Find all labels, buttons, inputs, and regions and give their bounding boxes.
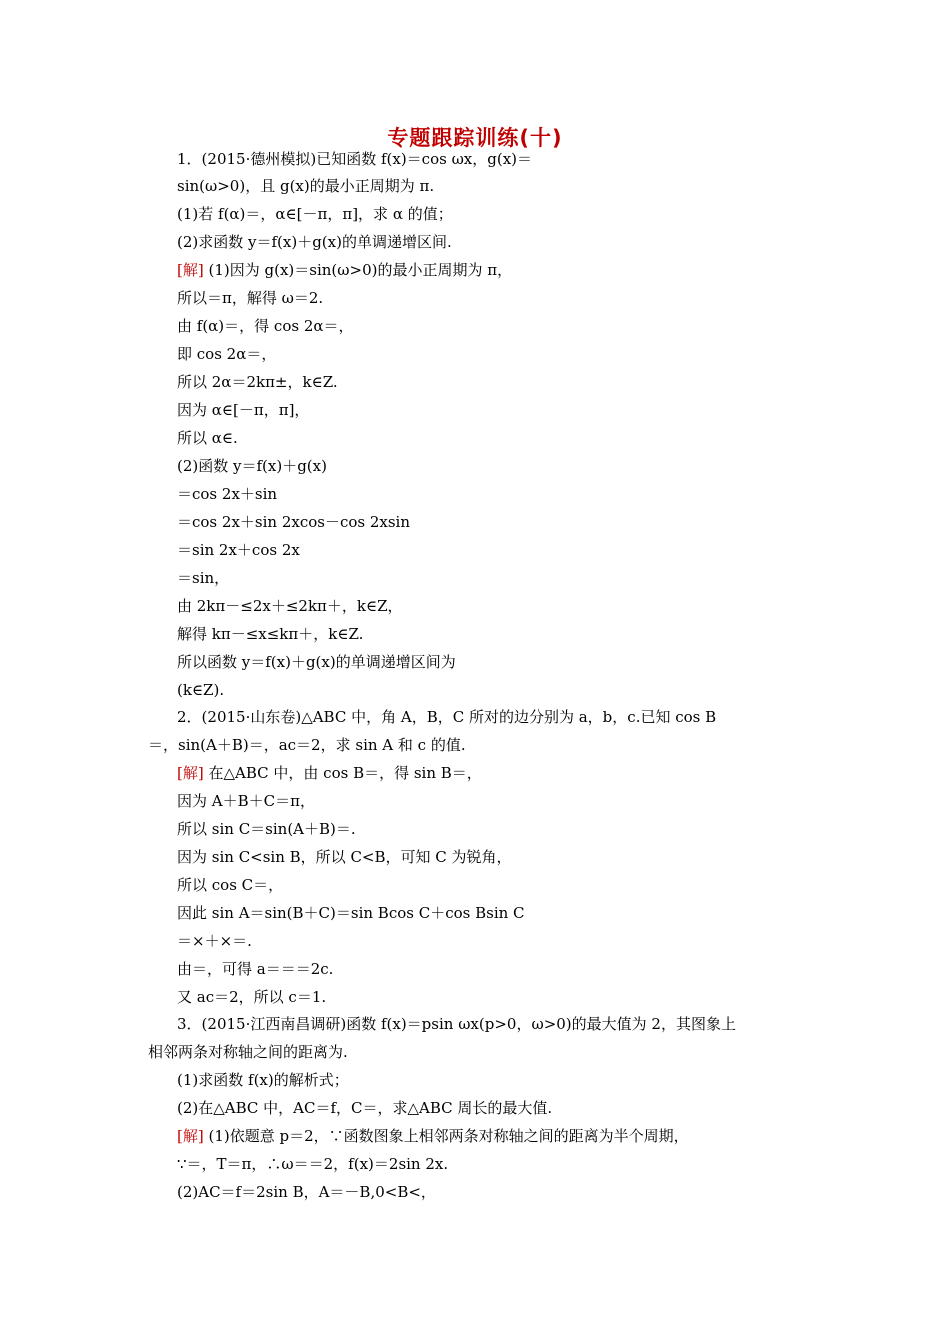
line-text: 因为 sin C<sin B，所以 C<B，可知 C 为锐角， [177, 848, 512, 866]
text-line [177, 428, 238, 448]
line-text: 解得 kπ－≤x≤kπ＋，k∈Z. [177, 625, 364, 643]
text-line [177, 652, 456, 672]
text-line [177, 484, 277, 504]
line-text: 所以 2α＝2kπ±，k∈Z. [177, 373, 338, 391]
text-line [177, 680, 224, 700]
line-text: ＝，sin(A＋B)＝，ac＝2，求 sin A 和 c 的值. [148, 736, 466, 754]
solution-tag: [解] [177, 261, 204, 279]
text-line [177, 1014, 736, 1034]
text-line [177, 204, 453, 224]
line-text: (2)AC＝f＝2sin B，A＝－B,0<B<， [177, 1183, 436, 1201]
line-text: ＝sin 2x＋cos 2x [177, 541, 300, 559]
text-line [177, 1070, 349, 1090]
text-line [177, 763, 482, 783]
line-text: 1．(2015·德州模拟)已知函数 f(x)＝cos ωx，g(x)＝ [177, 150, 533, 168]
text-line [148, 1042, 348, 1062]
line-text: ＝×＋×＝. [177, 932, 252, 950]
line-text: (1)若 f(α)＝，α∈[－π，π]，求 α 的值； [177, 205, 453, 223]
text-line [177, 372, 338, 392]
line-text: 因为 A＋B＋C＝π， [177, 792, 315, 810]
line-text: 3．(2015·江西南昌调研)函数 f(x)＝psin ωx(p>0，ω>0)的最大值为 2，其图象上 [177, 1015, 736, 1033]
text-line [177, 1126, 689, 1146]
text-line [177, 456, 327, 476]
line-text: ＝cos 2x＋sin 2xcos－cos 2xsin [177, 513, 411, 531]
text-line [177, 149, 532, 169]
text-line [177, 987, 326, 1007]
text-line [177, 400, 309, 420]
line-text: 因此 sin A＝sin(B＋C)＝sin Bcos C＋cos Bsin C [177, 904, 525, 922]
text-line [177, 847, 512, 867]
text-line [177, 596, 403, 616]
text-line [177, 959, 333, 979]
line-text: 又 ac＝2，所以 c＝1. [177, 988, 327, 1006]
line-text: 所以＝π，解得 ω＝2. [177, 289, 324, 307]
line-text: 因为 α∈[－π，π]， [177, 401, 310, 419]
line-text: 在△ABC 中，由 cos B＝，得 sin B＝， [203, 764, 482, 782]
text-line [177, 1098, 552, 1118]
text-line [177, 288, 323, 308]
text-line [177, 176, 434, 196]
line-text: 相邻两条对称轴之间的距离为. [148, 1043, 348, 1061]
solution-tag: [解] [177, 764, 204, 782]
text-line [177, 819, 356, 839]
line-text: (2)在△ABC 中，AC＝f，C＝，求△ABC 周长的最大值. [177, 1099, 553, 1117]
text-line [177, 260, 512, 280]
line-text: ∵＝，T＝π，∴ω＝＝2，f(x)＝2sin 2x. [177, 1155, 449, 1173]
line-text: 所以 cos C＝， [177, 876, 284, 894]
line-text: (1)因为 g(x)＝sin(ω>0)的最小正周期为 π， [203, 261, 513, 279]
document-title: 专题跟踪训练(十) [387, 126, 563, 150]
line-text: sin(ω>0)，且 g(x)的最小正周期为 π. [177, 177, 435, 195]
text-line [177, 512, 410, 532]
line-text: (k∈Z). [177, 681, 225, 699]
text-line [177, 568, 229, 588]
text-line [177, 875, 283, 895]
solution-tag: [解] [177, 1127, 204, 1145]
line-text: 由 f(α)＝，得 cos 2α＝， [177, 317, 354, 335]
line-text: 由＝，可得 a＝＝＝2c. [177, 960, 334, 978]
line-text: 所以 α∈. [177, 429, 238, 447]
line-text: (1)求函数 f(x)的解析式； [177, 1071, 349, 1089]
line-text: 由 2kπ－≤2x＋≤2kπ＋，k∈Z， [177, 597, 403, 615]
line-text: 即 cos 2α＝， [177, 345, 277, 363]
text-line [177, 344, 276, 364]
line-text: 2．(2015·山东卷)△ABC 中，角 A，B，C 所对的边分别为 a，b，c.已知 cos B [177, 708, 717, 726]
text-line [177, 232, 452, 252]
line-text: 所以 sin C＝sin(A＋B)＝. [177, 820, 356, 838]
text-line [177, 791, 315, 811]
text-line [177, 903, 525, 923]
text-line [177, 707, 716, 727]
text-line [177, 1182, 436, 1202]
text-line [177, 624, 363, 644]
line-text: (1)依题意 p＝2，∵函数图象上相邻两条对称轴之间的距离为半个周期， [203, 1127, 689, 1145]
line-text: (2)求函数 y＝f(x)＋g(x)的单调递增区间. [177, 233, 452, 251]
text-line [177, 1154, 448, 1174]
text-line [177, 316, 354, 336]
text-line [177, 931, 252, 951]
text-line [177, 540, 300, 560]
line-text: (2)函数 y＝f(x)＋g(x) [177, 457, 327, 475]
line-text: ＝sin， [177, 569, 230, 587]
line-text: 所以函数 y＝f(x)＋g(x)的单调递增区间为 [177, 653, 456, 671]
line-text: ＝cos 2x＋sin [177, 485, 278, 503]
text-line [148, 735, 466, 755]
